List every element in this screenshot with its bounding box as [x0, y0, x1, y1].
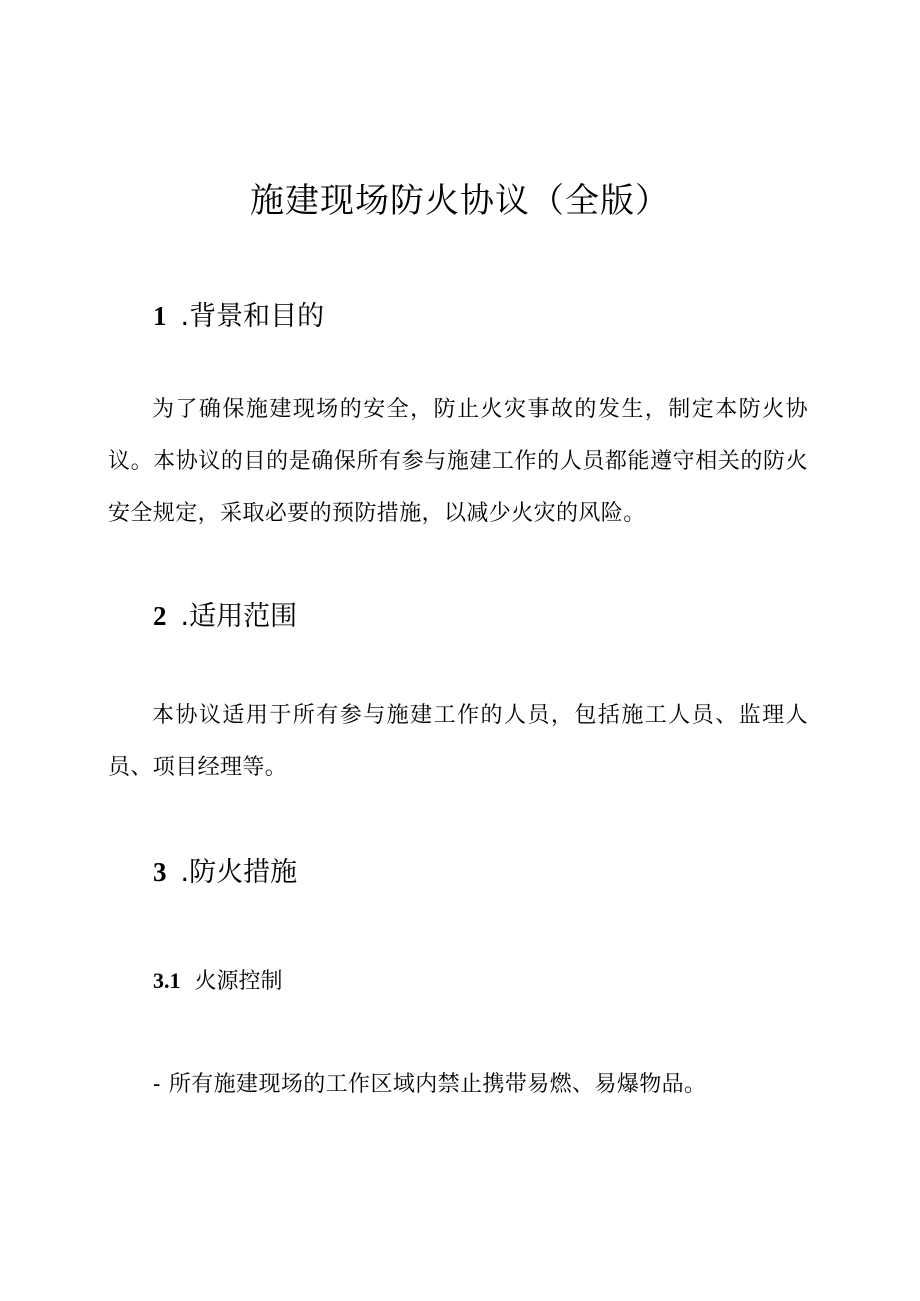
section-2-number: 2	[153, 601, 167, 631]
document-title: 施建现场防火协议（全版）	[250, 181, 670, 221]
bullet-dash: -	[153, 1072, 161, 1097]
section-1-heading	[153, 296, 324, 337]
section-2-paragraph: 本协议适用于所有参与施建工作的人员，包括施工人员、监理人员、项目经理等。	[108, 703, 808, 780]
section-2-title: .适用范围	[180, 601, 298, 632]
section-2-heading	[153, 596, 297, 637]
section-3-title: .防火措施	[180, 857, 298, 888]
subsection-3-1-title: 火源控制	[194, 969, 283, 994]
bullet-text: 所有施建现场的工作区域内禁止携带易燃、易爆物品。	[168, 1072, 707, 1097]
bullet-item	[153, 1065, 706, 1105]
section-1-number: 1	[153, 301, 167, 331]
section-1-paragraph: 为了确保施建现场的安全，防止火灾事故的发生，制定本防火协议。本协议的目的是确保所有参与施建工作的人员都能遵守相关的防火安全规定，采取必要的预防措施，以减少火灾的风险。	[108, 397, 808, 526]
section-3-number: 3	[153, 857, 167, 887]
subsection-3-1-number: 3.1	[153, 968, 181, 993]
section-1-title: .背景和目的	[180, 301, 325, 332]
section-3-heading	[153, 852, 297, 893]
subsection-3-1-heading	[153, 964, 283, 999]
